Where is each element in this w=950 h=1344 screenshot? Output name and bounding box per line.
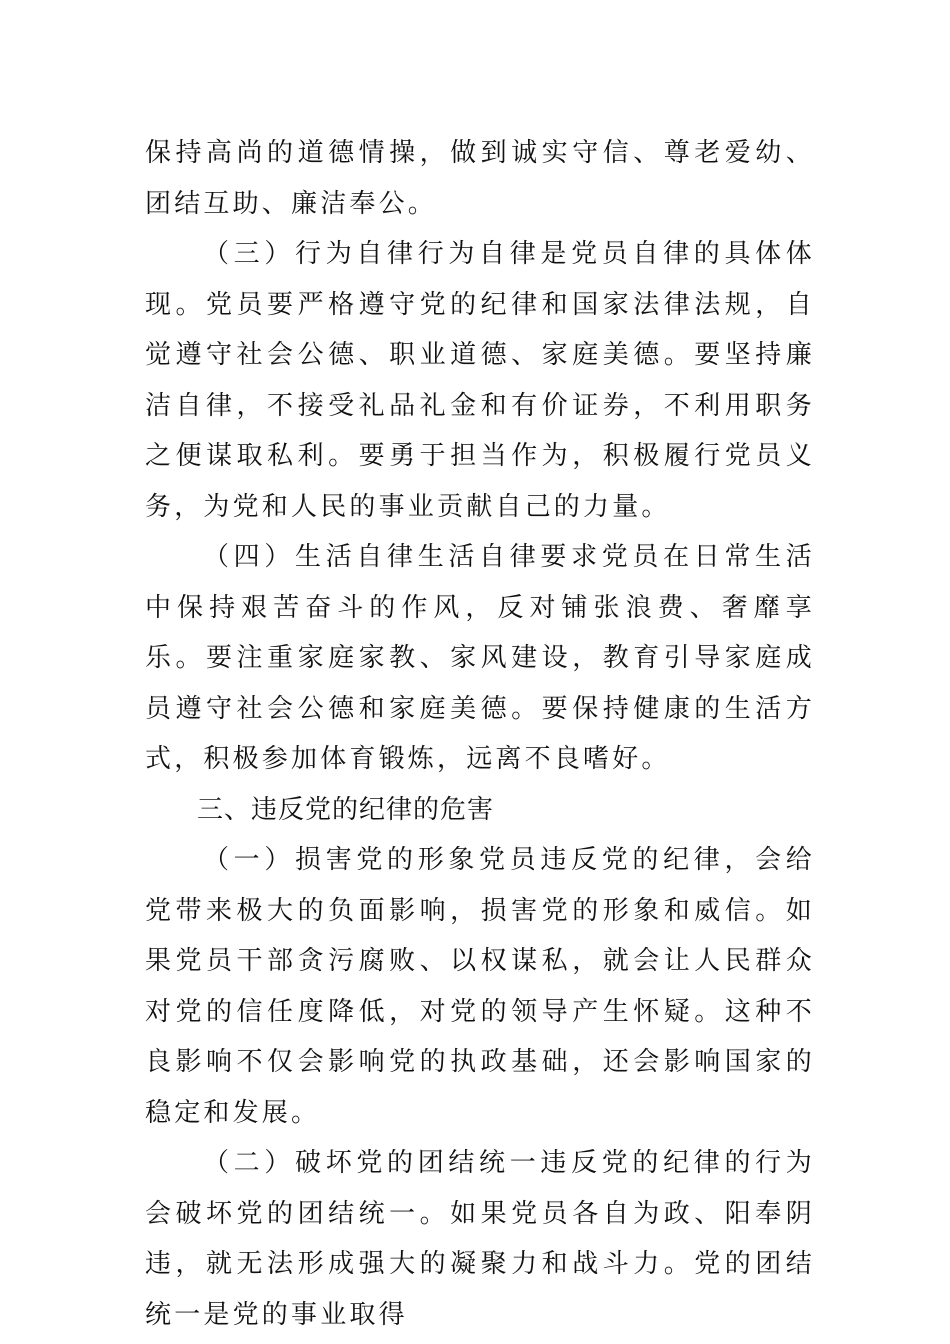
paragraph-damage-unity: （二）破坏党的团结统一违反党的纪律的行为会破坏党的团结统一。如果党员各自为政、阳奉阴违，就无法形成强大的凝聚力和战斗力。党的团结统一是党的事业取得	[145, 1148, 815, 1330]
paragraph-damage-image: （一）损害党的形象党员违反党的纪律，会给党带来极大的负面影响，损害党的形象和威信。如果党员干部贪污腐败、以权谋私，就会让人民群众对党的信任度降低，对党的领导产生怀疑。这种不良影响不仅会影响党的执政基础，还会影响国家的稳定和发展。	[145, 845, 815, 1128]
paragraph-behavior-discipline: （三）行为自律行为自律是党员自律的具体体现。党员要严格遵守党的纪律和国家法律法规，自觉遵守社会公德、职业道德、家庭美德。要坚持廉洁自律，不接受礼品礼金和有价证券，不利用职务之便谋取私利。要勇于担当作为，积极履行党员义务，为党和人民的事业贡献自己的力量。	[145, 239, 815, 522]
section-heading: 三、违反党的纪律的危害	[197, 794, 495, 825]
paragraph-life-discipline: （四）生活自律生活自律要求党员在日常生活中保持艰苦奋斗的作风，反对铺张浪费、奢靡享乐。要注重家庭家教、家风建设，教育引导家庭成员遵守社会公德和家庭美德。要保持健康的生活方式，积极参加体育锻炼，远离不良嗜好。	[145, 542, 815, 774]
document-body	[145, 128, 815, 1340]
paragraph-continuation: 保持高尚的道德情操，做到诚实守信、尊老爱幼、团结互助、廉洁奉公。	[145, 138, 815, 219]
